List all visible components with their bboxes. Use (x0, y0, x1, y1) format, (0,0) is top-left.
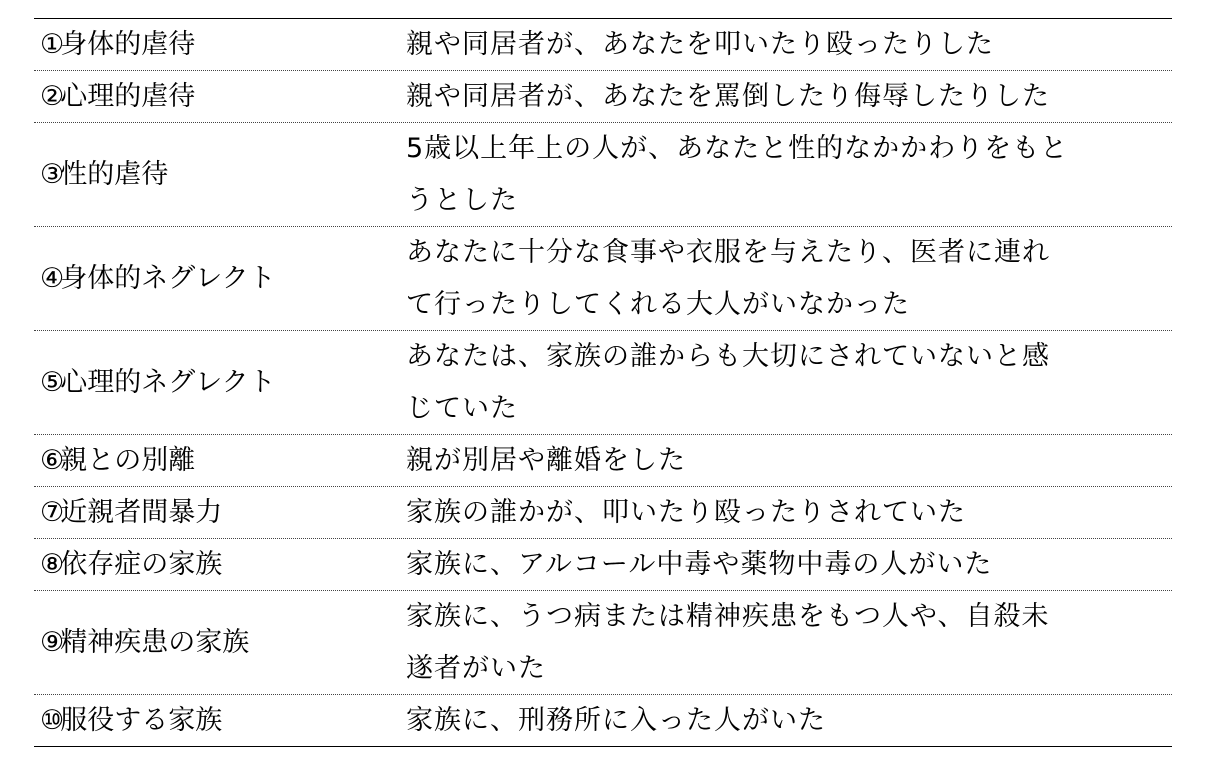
category-cell (34, 695, 406, 747)
category-label: 近親者間暴力 (60, 496, 223, 528)
description-line: じていた (406, 392, 518, 424)
description-line: て行ったりしてくれる大人がいなかった (406, 288, 910, 320)
description-cell (406, 71, 1172, 123)
table-row (34, 487, 1172, 539)
category-label: 身体的虐待 (60, 28, 196, 60)
description-line: うとした (406, 184, 518, 216)
row-number: ② (40, 80, 61, 112)
category-label: 心理的虐待 (60, 80, 196, 112)
table-row (34, 695, 1172, 747)
description-cell (406, 19, 1172, 71)
category-label: 服役する家族 (60, 704, 223, 736)
description-line: 家族に、うつ病または精神疾患をもつ人や、自殺未 (406, 600, 1050, 632)
table-row (34, 435, 1172, 487)
description-cell (406, 227, 1172, 331)
description-cell (406, 123, 1172, 227)
category-cell (34, 487, 406, 539)
description-line: 5歳以上年上の人が、あなたと性的なかかわりをもと (406, 132, 1069, 164)
row-number: ④ (40, 262, 61, 294)
description-line: 家族に、刑務所に入った人がいた (406, 704, 826, 736)
category-label: 性的虐待 (60, 158, 169, 190)
ace-table (34, 18, 1172, 747)
category-cell (34, 19, 406, 71)
category-label: 心理的ネグレクト (60, 366, 276, 398)
description-line: 家族に、アルコール中毒や薬物中毒の人がいた (406, 548, 993, 580)
description-cell (406, 331, 1172, 435)
category-label: 精神疾患の家族 (60, 626, 250, 658)
description-line: あなたは、家族の誰からも大切にされていないと感 (406, 340, 1050, 372)
category-label: 親との別離 (60, 444, 196, 476)
category-cell (34, 149, 406, 201)
description-line: 親が別居や離婚をした (406, 444, 686, 476)
row-number: ⑧ (40, 548, 61, 580)
category-label: 身体的ネグレクト (60, 262, 276, 294)
category-cell (34, 253, 406, 305)
table-row (34, 331, 1172, 435)
description-cell (406, 591, 1172, 695)
table-row (34, 591, 1172, 695)
row-number: ⑤ (40, 366, 61, 398)
description-line: 家族の誰かが、叩いたり殴ったりされていた (406, 496, 966, 528)
description-line: 遂者がいた (406, 652, 546, 684)
category-cell (34, 357, 406, 409)
table-row (34, 227, 1172, 331)
category-cell (34, 71, 406, 123)
row-number: ③ (40, 158, 61, 190)
table-row (34, 19, 1172, 71)
description-line: 親や同居者が、あなたを罵倒したり侮辱したりした (406, 80, 1050, 112)
row-number: ⑩ (40, 704, 61, 736)
table-row (34, 123, 1172, 227)
row-number: ⑦ (40, 496, 61, 528)
category-cell (34, 617, 406, 669)
description-cell (406, 539, 1172, 591)
description-line: あなたに十分な食事や衣服を与えたり、医者に連れ (406, 236, 1050, 268)
table-row (34, 539, 1172, 591)
table-row (34, 71, 1172, 123)
row-number: ① (40, 28, 61, 60)
row-number: ⑥ (40, 444, 61, 476)
description-cell (406, 435, 1172, 487)
description-cell (406, 487, 1172, 539)
description-line: 親や同居者が、あなたを叩いたり殴ったりした (406, 28, 994, 60)
category-cell (34, 539, 406, 591)
category-cell (34, 435, 406, 487)
category-label: 依存症の家族 (60, 548, 223, 580)
row-number: ⑨ (40, 626, 61, 658)
description-cell (406, 695, 1172, 747)
